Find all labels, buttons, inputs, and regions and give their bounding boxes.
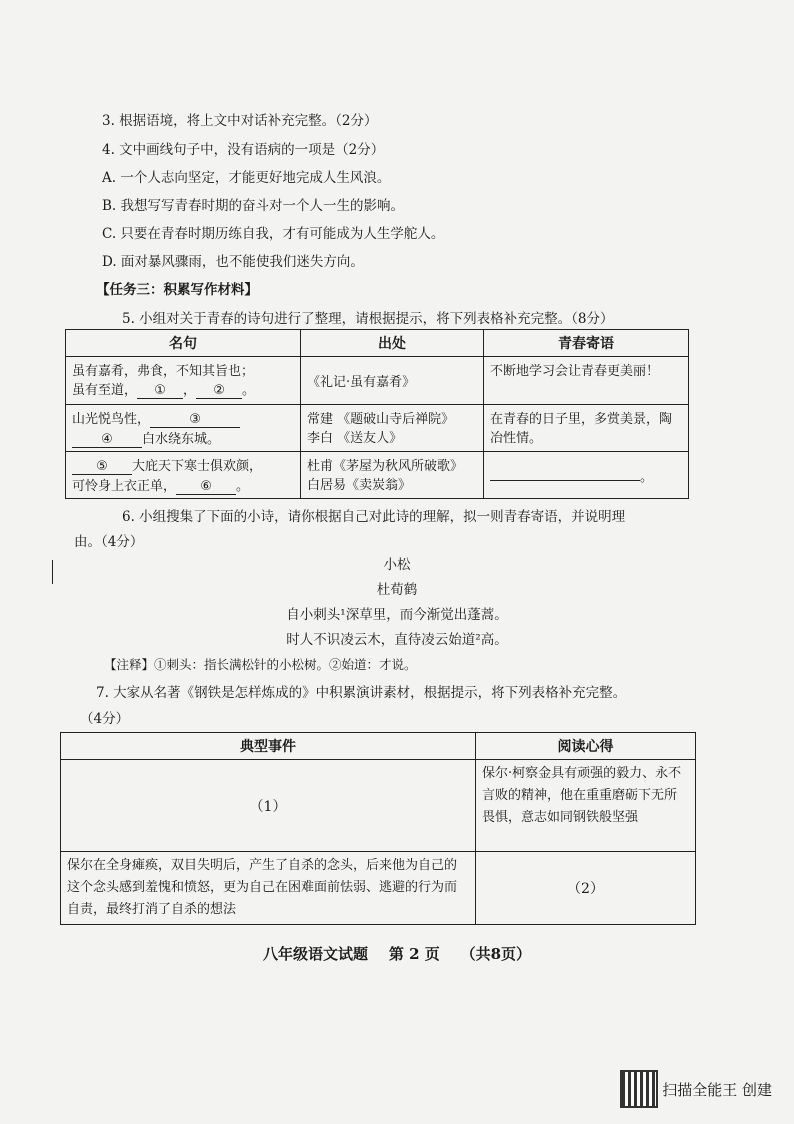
question-5: 5. 小组对关于青春的诗句进行了整理，请根据提示，将下列表格补充完整。（8分） <box>122 311 614 327</box>
page-footer <box>0 943 794 964</box>
blank-2[interactable]: ② <box>196 383 242 399</box>
poem-line-1: 自小刺头¹深草里，而今渐觉出蓬蒿。 <box>286 607 508 623</box>
qr-code-icon <box>622 1072 656 1106</box>
poem-author: 杜荀鹤 <box>376 582 418 598</box>
question-3: 3. 根据语境，将上文中对话补充完整。（2分） <box>102 113 378 129</box>
question-6-line1: 6. 小组搜集了下面的小诗，请你根据自己对此诗的理解，拟一则青春寄语，并说明理 <box>122 509 626 525</box>
blank-4[interactable]: ④ <box>72 432 142 448</box>
option-b: B. 我想写写青春时期的奋斗对一个人一生的影响。 <box>102 198 405 214</box>
event-2: 保尔在全身瘫痪，双目失明后，产生了自杀的念头，后来他为自己的这个念头感到羞愧和愤怒，更为自己在困难面前怯弱、逃避的行为而自责，最终打消了自杀的想法 <box>61 852 476 925</box>
col-header-message: 青春寄语 <box>484 330 689 357</box>
row1-quote: 虽有嘉肴，弗食，不知其旨也； 虽有至道， ① ， ② 。 <box>66 357 301 405</box>
poetry-table <box>65 329 689 499</box>
message-blank[interactable] <box>490 480 640 481</box>
row3-message: 。 <box>484 452 689 499</box>
poem-line-2: 时人不识凌云木，直待凌云始道²高。 <box>286 632 508 648</box>
row1-message: 不断地学习会让青春更美丽！ <box>484 357 689 405</box>
col-header-source: 出处 <box>301 330 484 357</box>
question-6-line2: 由。（4分） <box>74 534 144 550</box>
scanner-watermark <box>622 1072 772 1106</box>
row2-message: 在青春的日子里，多赏美景，陶冶性情。 <box>484 405 689 452</box>
row3-source: 杜甫《茅屋为秋风所破歌》 白居易《卖炭翁》 <box>301 452 484 499</box>
blank-5[interactable]: ⑤ <box>72 459 132 475</box>
question-7-line1: 7. 大家从名著《钢铁是怎样炼成的》中积累演讲素材，根据提示，将下列表格补充完整。 <box>96 685 627 701</box>
poem-note: 【注释】①刺头：指长满松针的小松树。②始道：才说。 <box>104 657 417 672</box>
row3-quote: ⑤ 大庇天下寒士俱欢颜， 可怜身上衣正单， ⑥ 。 <box>66 452 301 499</box>
row1-source: 《礼记·虽有嘉肴》 <box>301 357 484 405</box>
question-4: 4. 文中画线句子中，没有语病的一项是（2分） <box>102 142 385 158</box>
option-c: C. 只要在青春时期历练自我，才有可能成为人生学舵人。 <box>102 226 445 242</box>
page-number: 第 2 页 <box>388 945 440 963</box>
novel-table <box>60 732 696 925</box>
question-7-line2: （4分） <box>80 711 130 727</box>
col-header-insight: 阅读心得 <box>476 733 696 760</box>
event-blank-1[interactable]: （1） <box>61 760 476 852</box>
option-a: A. 一个人志向坚定，才能更好地完成人生风浪。 <box>102 170 391 186</box>
row2-source: 常建 《题破山寺后禅院》 李白 《送友人》 <box>301 405 484 452</box>
row2-quote: 山光悦鸟性， ③ ④ 白水绕东城。 <box>66 405 301 452</box>
task-3-heading: 【任务三：积累写作材料】 <box>96 282 258 298</box>
insight-1: 保尔·柯察金具有顽强的毅力、永不言败的精神，他在重重磨砺下无所畏惧，意志如同钢铁般坚强 <box>476 760 696 852</box>
page-total: （共8页） <box>460 945 532 963</box>
col-header-quote: 名句 <box>66 330 301 357</box>
blank-6[interactable]: ⑥ <box>176 479 236 495</box>
option-d: D. 面对暴风骤雨，也不能使我们迷失方向。 <box>102 254 364 270</box>
insight-blank-2[interactable]: （2） <box>476 852 696 925</box>
watermark-text: 扫描全能王 创建 <box>662 1080 772 1099</box>
blank-3[interactable]: ③ <box>150 412 240 428</box>
exam-title: 八年级语文试题 <box>262 945 368 963</box>
col-header-event: 典型事件 <box>61 733 476 760</box>
poem-title: 小松 <box>383 557 411 573</box>
blank-1[interactable]: ① <box>137 383 183 399</box>
